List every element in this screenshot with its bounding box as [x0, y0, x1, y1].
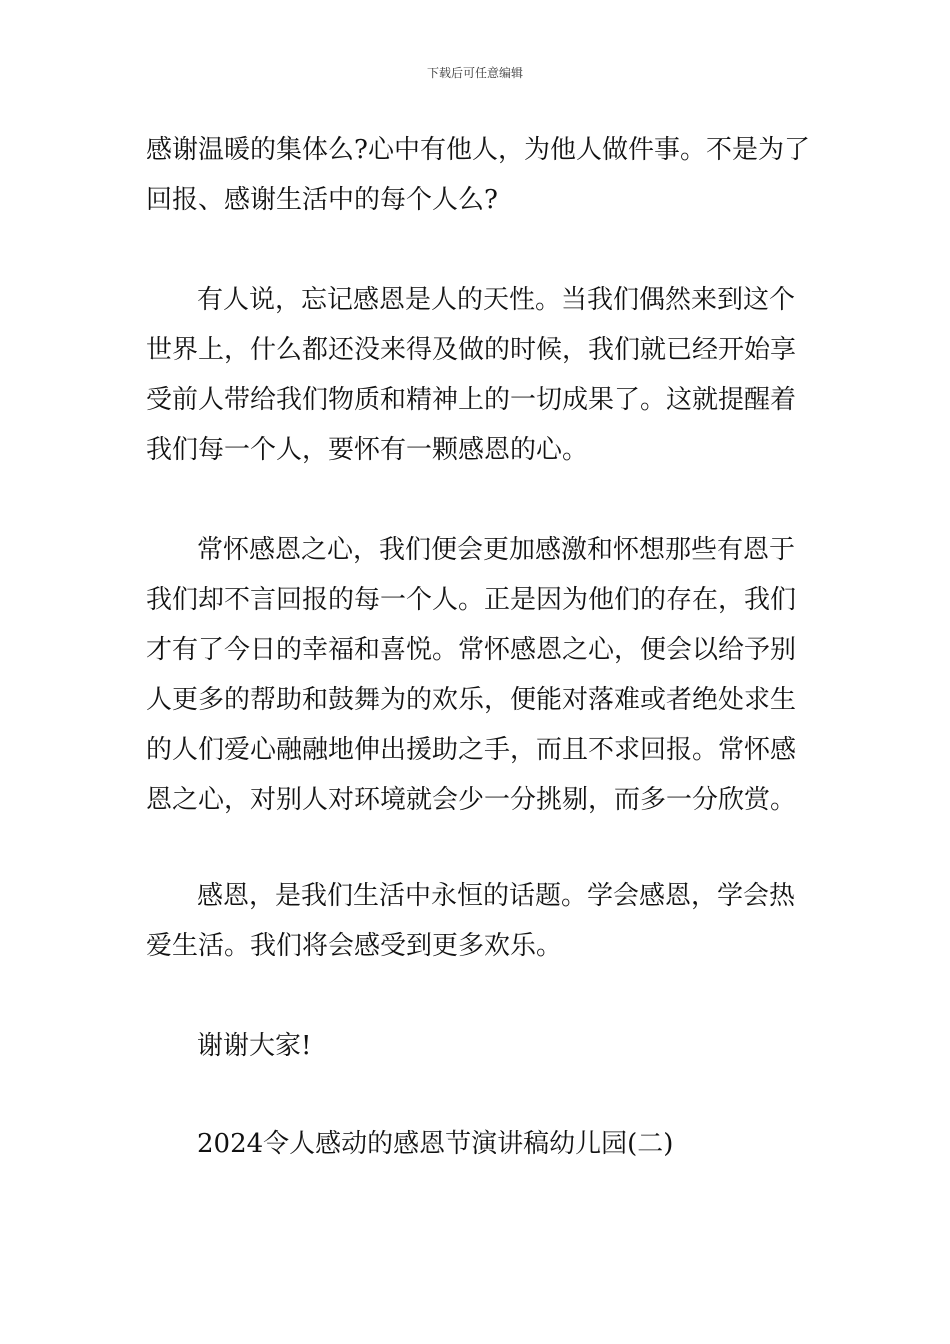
paragraph-line: 受前人带给我们物质和精神上的一切成果了。这就提醒着: [146, 385, 797, 415]
paragraph-line: 才有了今日的幸福和喜悦。常怀感恩之心，便会以给予别: [146, 635, 797, 665]
paragraph-line: 感恩，是我们生活中永恒的话题。学会感恩，学会热: [197, 881, 796, 911]
closing-line: 谢谢大家!: [197, 1031, 312, 1061]
paragraph-line: 我们却不言回报的每一个人。正是因为他们的存在，我们: [146, 585, 797, 615]
page-header: 下载后可任意编辑: [426, 66, 523, 80]
section-title: 2024令人感动的感恩节演讲稿幼儿园(二): [197, 1129, 674, 1159]
paragraph-line: 爱生活。我们将会感受到更多欢乐。: [146, 931, 563, 961]
paragraph-line: 有人说，忘记感恩是人的天性。当我们偶然来到这个: [197, 285, 796, 315]
paragraph-line: 世界上，什么都还没来得及做的时候，我们就已经开始享: [146, 335, 797, 365]
paragraph-line: 人更多的帮助和鼓舞为的欢乐，便能对落难或者绝处求生: [146, 685, 797, 715]
paragraph-line: 恩之心，对别人对环境就会少一分挑剔，而多一分欣赏。: [146, 785, 797, 815]
paragraph-line: 的人们爱心融融地伸出援助之手，而且不求回报。常怀感: [146, 735, 797, 765]
paragraph-line: 感谢温暖的集体么?心中有他人，为他人做件事。不是为了: [146, 135, 810, 165]
paragraph-line: 我们每一个人，要怀有一颗感恩的心。: [146, 435, 589, 465]
paragraph-line: 常怀感恩之心，我们便会更加感激和怀想那些有恩于: [197, 535, 796, 565]
paragraph-line: 回报、感谢生活中的每个人么?: [146, 185, 498, 215]
